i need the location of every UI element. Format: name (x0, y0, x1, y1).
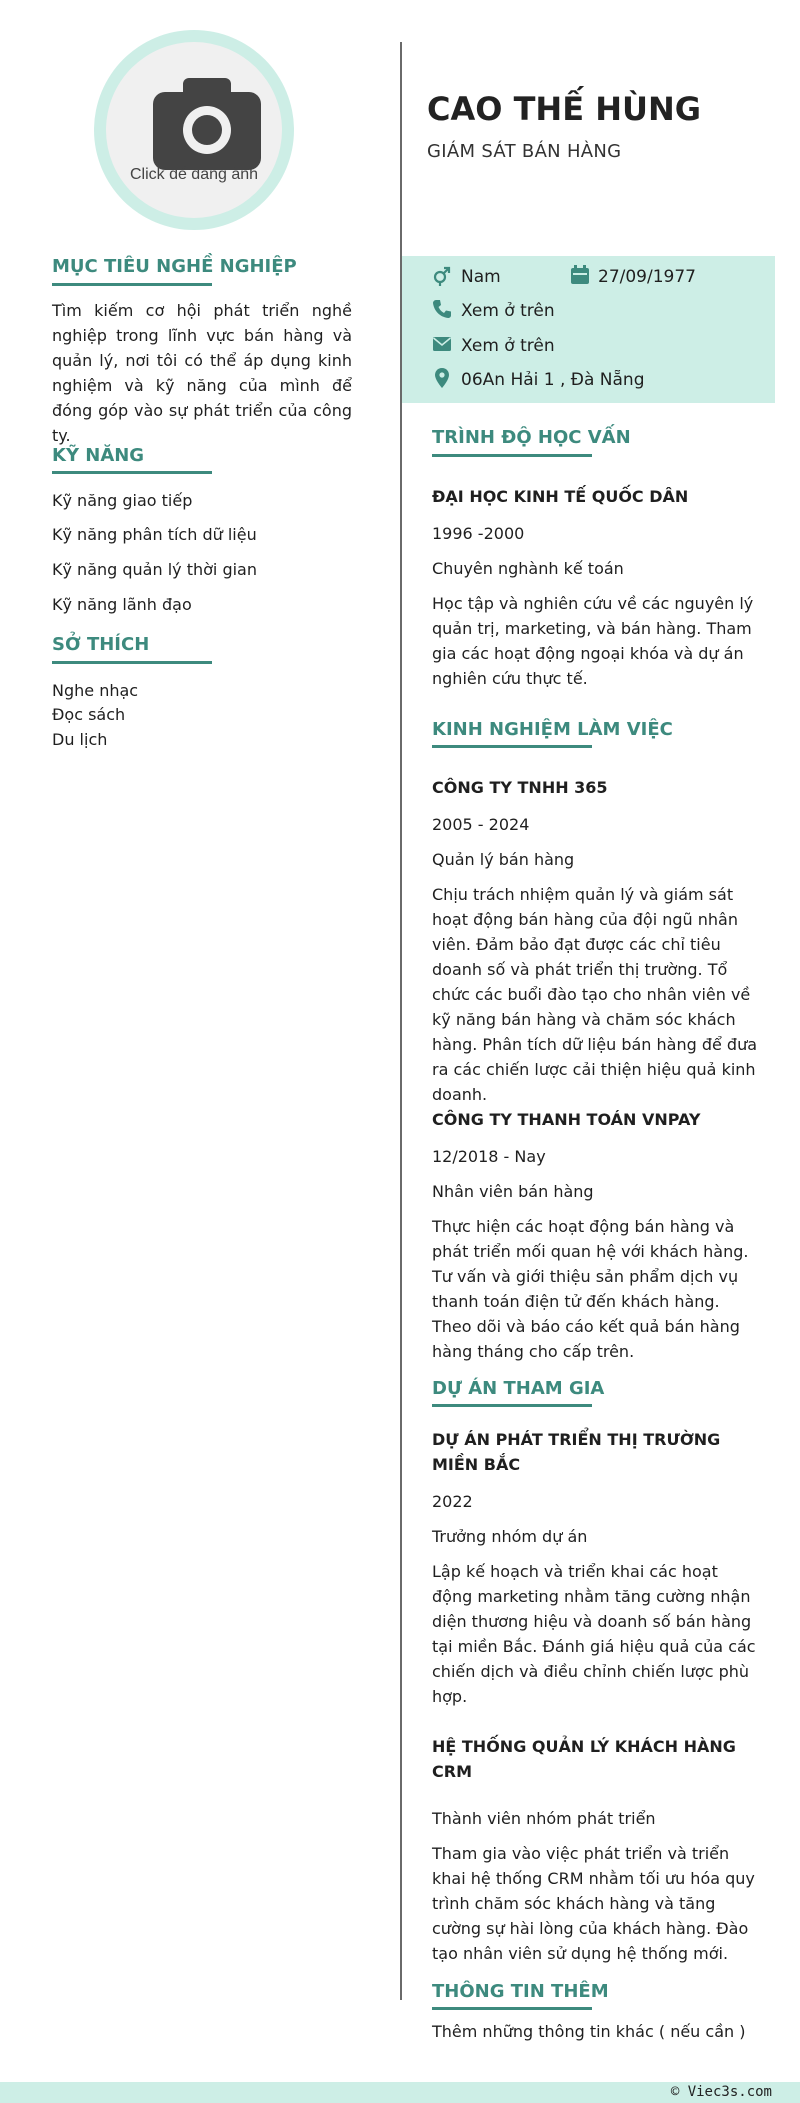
hobby-item: Đọc sách (52, 705, 126, 724)
project-name: DỰ ÁN PHÁT TRIỂN THỊ TRƯỜNG MIỀN BẮC (432, 1430, 721, 1474)
job-description: Thực hiện các hoạt động bán hàng và phát triển mối quan hệ với khách hàng. Tư vấn và giới thiệu sản phẩm dịch vụ thanh toán điện tử đến khách hàng. Theo dõi và báo cáo kết quả bán hàng hàng tháng cho cấp trên. (432, 1217, 749, 1361)
footer-credit: © Viec3s.com (670, 2084, 772, 2100)
email-icon (432, 334, 452, 354)
skill-item: Kỹ năng lãnh đạo (52, 595, 192, 614)
hobbies-underline (52, 661, 212, 664)
education-underline (432, 454, 592, 457)
calendar-icon (570, 265, 590, 285)
education-title: TRÌNH ĐỘ HỌC VẤN (432, 427, 631, 448)
hobby-item: Nghe nhạc (52, 681, 139, 700)
photo-upload-label[interactable]: Click để đăng ảnh (129, 166, 259, 183)
job-position: Quản lý bán hàng (432, 850, 575, 869)
objective-underline (52, 283, 212, 286)
avatar-placeholder[interactable] (106, 42, 282, 218)
location-pin-icon (432, 368, 452, 388)
project-description: Tham gia vào việc phát triển và triển khai hệ thống CRM nhằm tối ưu hóa quy trình chăm sóc khách hàng và tăng cường sự hài lòng của khách hàng. Đào tạo nhân viên sử dụng hệ thống mới. (432, 1844, 755, 1963)
project-description: Lập kế hoạch và triển khai các hoạt động marketing nhằm tăng cường nhận diện thương hiệu và doanh số bán hàng tại miền Bắc. Đánh giá hiệu quả của các chiến dịch và điều chỉnh chiến lược phù hợp. (432, 1562, 756, 1706)
education-major: Chuyên nghành kế toán (432, 559, 624, 578)
phone-icon (432, 299, 452, 319)
project-name: HỆ THỐNG QUẢN LÝ KHÁCH HÀNG CRM (432, 1737, 736, 1781)
hobby-item: Du lịch (52, 730, 108, 749)
candidate-name: CAO THẾ HÙNG (427, 90, 702, 128)
contact-phone: Xem ở trên (461, 301, 555, 321)
project-year: 2022 (432, 1492, 473, 1511)
hobbies-title: SỞ THÍCH (52, 634, 150, 655)
job-company: CÔNG TY THANH TOÁN VNPAY (432, 1110, 701, 1129)
contact-gender: Nam (461, 267, 501, 287)
job-position: Nhân viên bán hàng (432, 1182, 594, 1201)
education-school: ĐẠI HỌC KINH TẾ QUỐC DÂN (432, 487, 689, 506)
contact-birthdate: 27/09/1977 (598, 267, 696, 287)
contact-address: 06An Hải 1 , Đà Nẵng (461, 370, 645, 390)
project-role: Trưởng nhóm dự án (432, 1527, 588, 1546)
skills-title: KỸ NĂNG (52, 445, 145, 466)
education-description: Học tập và nghiên cứu về các nguyên lý quản trị, marketing, và bán hàng. Tham gia các hoạt động ngoại khóa và dự án nghiên cứu thực tế. (432, 594, 754, 688)
projects-title: DỰ ÁN THAM GIA (432, 1378, 605, 1399)
experience-underline (432, 745, 592, 748)
contact-email: Xem ở trên (461, 336, 555, 356)
objective-title: MỤC TIÊU NGHỀ NGHIỆP (52, 256, 297, 277)
gender-icon (432, 266, 452, 286)
skill-item: Kỹ năng quản lý thời gian (52, 560, 257, 579)
job-description: Chịu trách nhiệm quản lý và giám sát hoạt động bán hàng của đội ngũ nhân viên. Đảm bảo đạt được các chỉ tiêu doanh số và phát triển thị trường. Tổ chức các buổi đào tạo cho nhân viên về kỹ năng bán hàng và chăm sóc khách hàng. Phân tích dữ liệu bán hàng để đưa ra các chiến lược cải thiện hiệu quả kinh doanh. (432, 885, 758, 1104)
additional-title: THÔNG TIN THÊM (432, 1981, 609, 2002)
skills-underline (52, 471, 212, 474)
candidate-role: GIÁM SÁT BÁN HÀNG (427, 141, 622, 162)
job-period: 12/2018 - Nay (432, 1147, 546, 1166)
projects-underline (432, 1404, 592, 1407)
objective-text: Tìm kiếm cơ hội phát triển nghề nghiệp trong lĩnh vực bán hàng và quản lý, nơi tôi có thể áp dụng kinh nghiệm và kỹ năng của mình để đóng góp vào sự phát triển của công ty. (52, 301, 352, 445)
additional-text: Thêm những thông tin khác ( nếu cần ) (432, 2022, 746, 2041)
camera-icon (153, 78, 261, 170)
additional-underline (432, 2007, 592, 2010)
job-period: 2005 - 2024 (432, 815, 530, 834)
contact-box (402, 256, 775, 403)
skill-item: Kỹ năng phân tích dữ liệu (52, 525, 257, 544)
experience-title: KINH NGHIỆM LÀM VIỆC (432, 719, 673, 740)
job-company: CÔNG TY TNHH 365 (432, 778, 608, 797)
education-years: 1996 -2000 (432, 524, 525, 543)
footer-bar (0, 2082, 800, 2103)
skill-item: Kỹ năng giao tiếp (52, 491, 193, 510)
avatar-upload[interactable] (94, 30, 294, 230)
project-role: Thành viên nhóm phát triển (432, 1809, 656, 1828)
